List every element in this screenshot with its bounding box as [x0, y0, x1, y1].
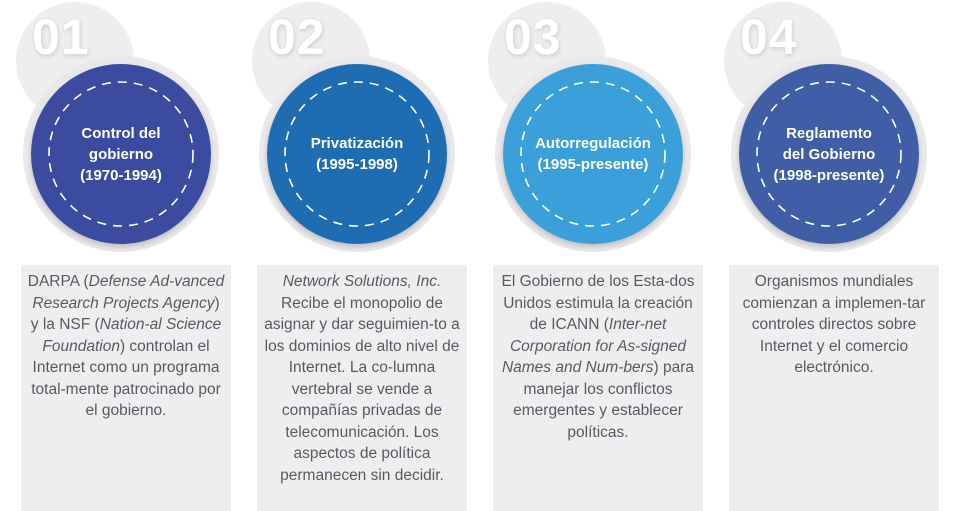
description-text: Inter-net Corporation for As-signed Names and Num-bers — [501, 316, 687, 376]
step-circle — [739, 64, 919, 244]
description-text: El Gobierno de los Esta-dos Unidos estimula la creación de ICANN ( — [501, 273, 695, 333]
step-number: 01 — [32, 9, 90, 65]
step-description — [493, 265, 703, 511]
description-text: ) controlan el Internet como un programa total-mente patrocinado por el gobierno. — [31, 337, 221, 419]
step-title: Control del gobierno (1970-1994) — [80, 124, 162, 184]
col-4 — [712, 0, 942, 511]
description-text: Organismos mundiales comienzan a implemen-tar controles directos sobre Internet y el comercio electrónico. — [742, 273, 926, 376]
description-text: DARPA ( — [27, 273, 89, 290]
step-number: 03 — [504, 9, 562, 65]
step-number: 02 — [268, 9, 326, 65]
description-text: ) para manejar los conflictos emergentes y establecer políticas. — [513, 359, 695, 441]
step-number: 04 — [740, 9, 798, 65]
description-text: Network Solutions, Inc. — [282, 273, 442, 290]
step-description — [21, 265, 231, 511]
col-2 — [240, 0, 470, 511]
step-title: Privatización (1995-1998) — [310, 135, 404, 173]
description-text: Defense Ad-vanced Research Projects Agency — [32, 273, 225, 312]
step-description — [729, 265, 939, 511]
step-title: Autorregulación (1995-presente) — [535, 135, 651, 173]
step-circle — [503, 64, 683, 244]
col-1 — [4, 0, 234, 511]
step-circle — [31, 64, 211, 244]
description-text: Nation-al Science Foundation — [42, 316, 222, 355]
description-text: Recibe el monopolio de asignar y dar seguimien-to a los dominios de alto nivel de Internet. La co-lumna vertebral se vende a compañías privadas de telecomunicación. Los aspectos de política permanecen sin decidir. — [264, 294, 460, 484]
col-3 — [476, 0, 706, 511]
step-circle — [267, 64, 447, 244]
step-description — [257, 265, 467, 511]
step-title: Reglamento del Gobierno (1998-presente) — [773, 124, 885, 184]
description-text: ) y la NSF ( — [30, 294, 220, 333]
